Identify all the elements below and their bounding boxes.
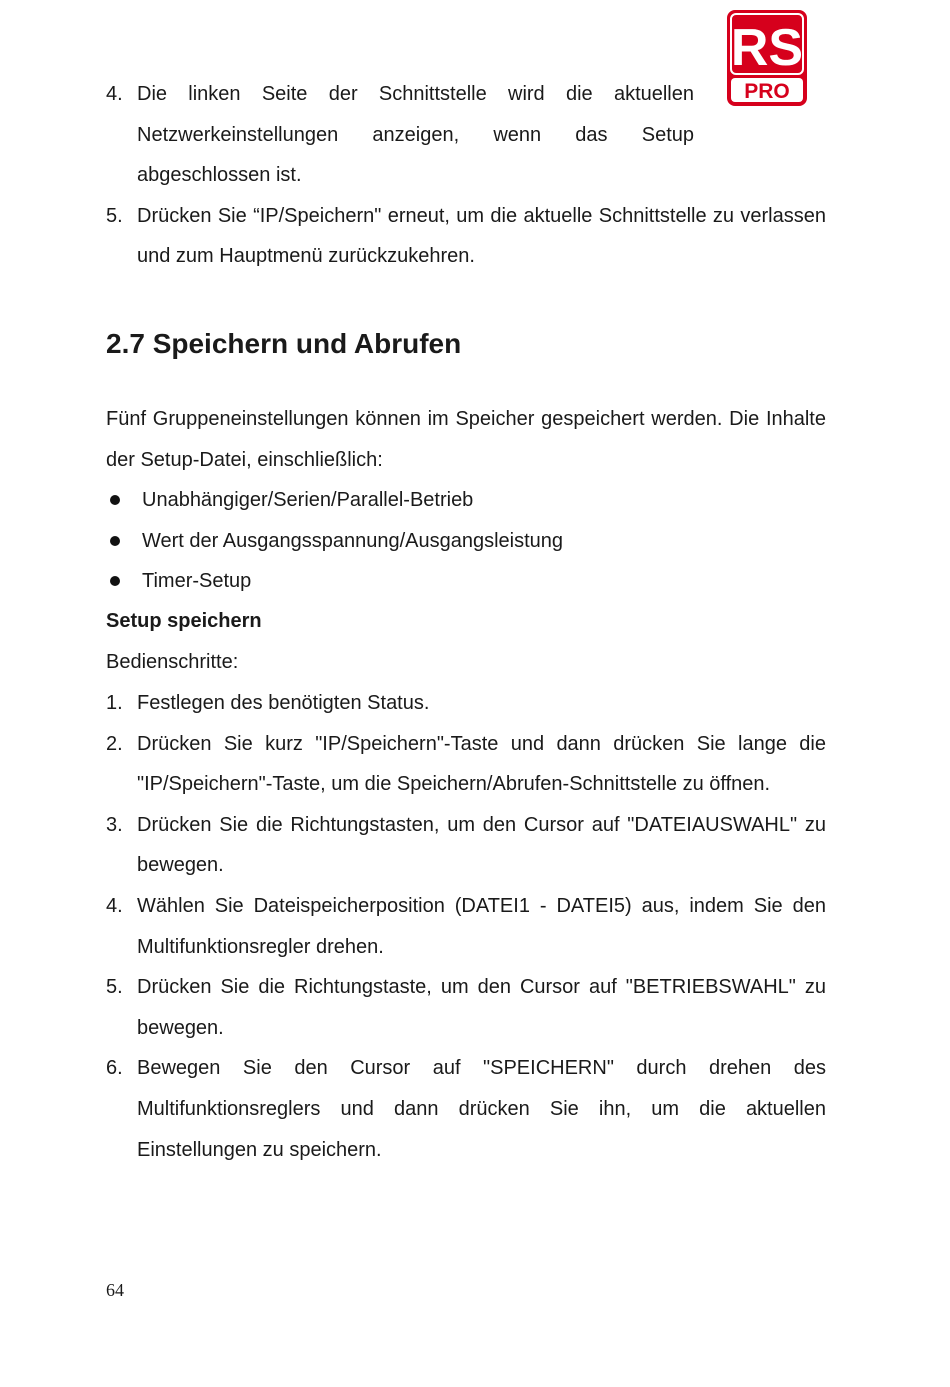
bullet-item: [106, 521, 826, 562]
bullet-text: Wert der Ausgangsspannung/Ausgangsleistung: [142, 529, 564, 552]
bullet-list: [106, 480, 826, 602]
step-item: [106, 805, 826, 886]
step-number: 2.: [106, 732, 123, 755]
subheading: Setup speichern: [106, 610, 262, 632]
steps-label: Bedienschritte:: [106, 650, 239, 673]
step-text: Drücken Sie die Richtungstaste, um den Cursor auf "BETRIEBSWAHL" zu bewegen.: [137, 976, 826, 1039]
step-item: [106, 724, 826, 805]
bullet-dot-icon: [110, 576, 120, 586]
bullet-dot-icon: [110, 495, 120, 505]
list-item-text: Die linken Seite der Schnittstelle wird die aktuellen Netzwerkeinstellungen anzeigen, wenn das Setup abgeschlossen ist.: [137, 83, 694, 187]
step-item: [106, 683, 826, 724]
step-number: 1.: [106, 692, 123, 714]
steps-list: [106, 683, 826, 1170]
list-item: [106, 74, 694, 196]
step-item: [106, 967, 826, 1048]
intro-paragraph: Fünf Gruppeneinstellungen können im Speicher gespeichert werden. Die Inhalte der Setup-Datei, einschließlich:: [106, 408, 826, 471]
step-number: 5.: [106, 976, 123, 999]
section-heading: 2.7 Speichern und Abrufen: [106, 328, 462, 359]
list-item-number: 5.: [106, 204, 123, 227]
list-item: [106, 196, 826, 277]
list-item-text: Drücken Sie “IP/Speichern" erneut, um die aktuelle Schnittstelle zu verlassen und zum Hauptmenü zurückzukehren.: [137, 204, 826, 268]
step-text: Festlegen des benötigten Status.: [137, 692, 430, 714]
bullet-item: [106, 561, 826, 602]
step-text: Bewegen Sie den Cursor auf "SPEICHERN" durch drehen des Multifunktionsreglers und dann drücken Sie ihn, um die aktuellen Einstellungen zu speichern.: [137, 1057, 826, 1161]
bullet-item: [106, 480, 826, 521]
step-number: 6.: [106, 1057, 123, 1080]
logo-bottom-text: PRO: [744, 80, 790, 103]
bullet-text: Unabhängiger/Serien/Parallel-Betrieb: [142, 489, 474, 511]
step-text: Drücken Sie die Richtungstasten, um den Cursor auf "DATEIAUSWAHL" zu bewegen.: [137, 813, 826, 877]
step-text: Wählen Sie Dateispeicherposition (DATEI1 - DATEI5) aus, indem Sie den Multifunktionsregler drehen.: [137, 894, 826, 958]
list-item-number: 4.: [106, 83, 123, 105]
top-numbered-list: [106, 74, 826, 277]
setup-section: [106, 601, 826, 682]
logo-top-text: RS: [730, 19, 804, 77]
step-number: 3.: [106, 813, 123, 836]
step-text: Drücken Sie kurz "IP/Speichern"-Taste und dann drücken Sie lange die "IP/Speichern"-Taste, um die Speichern/Abrufen-Schnittstelle zu öffnen.: [137, 732, 826, 796]
step-number: 4.: [106, 894, 123, 917]
bullet-dot-icon: [110, 536, 120, 546]
page-number: 64: [106, 1280, 124, 1300]
step-item: [106, 886, 826, 967]
bullet-text: Timer-Setup: [142, 570, 252, 593]
step-item: [106, 1048, 826, 1170]
